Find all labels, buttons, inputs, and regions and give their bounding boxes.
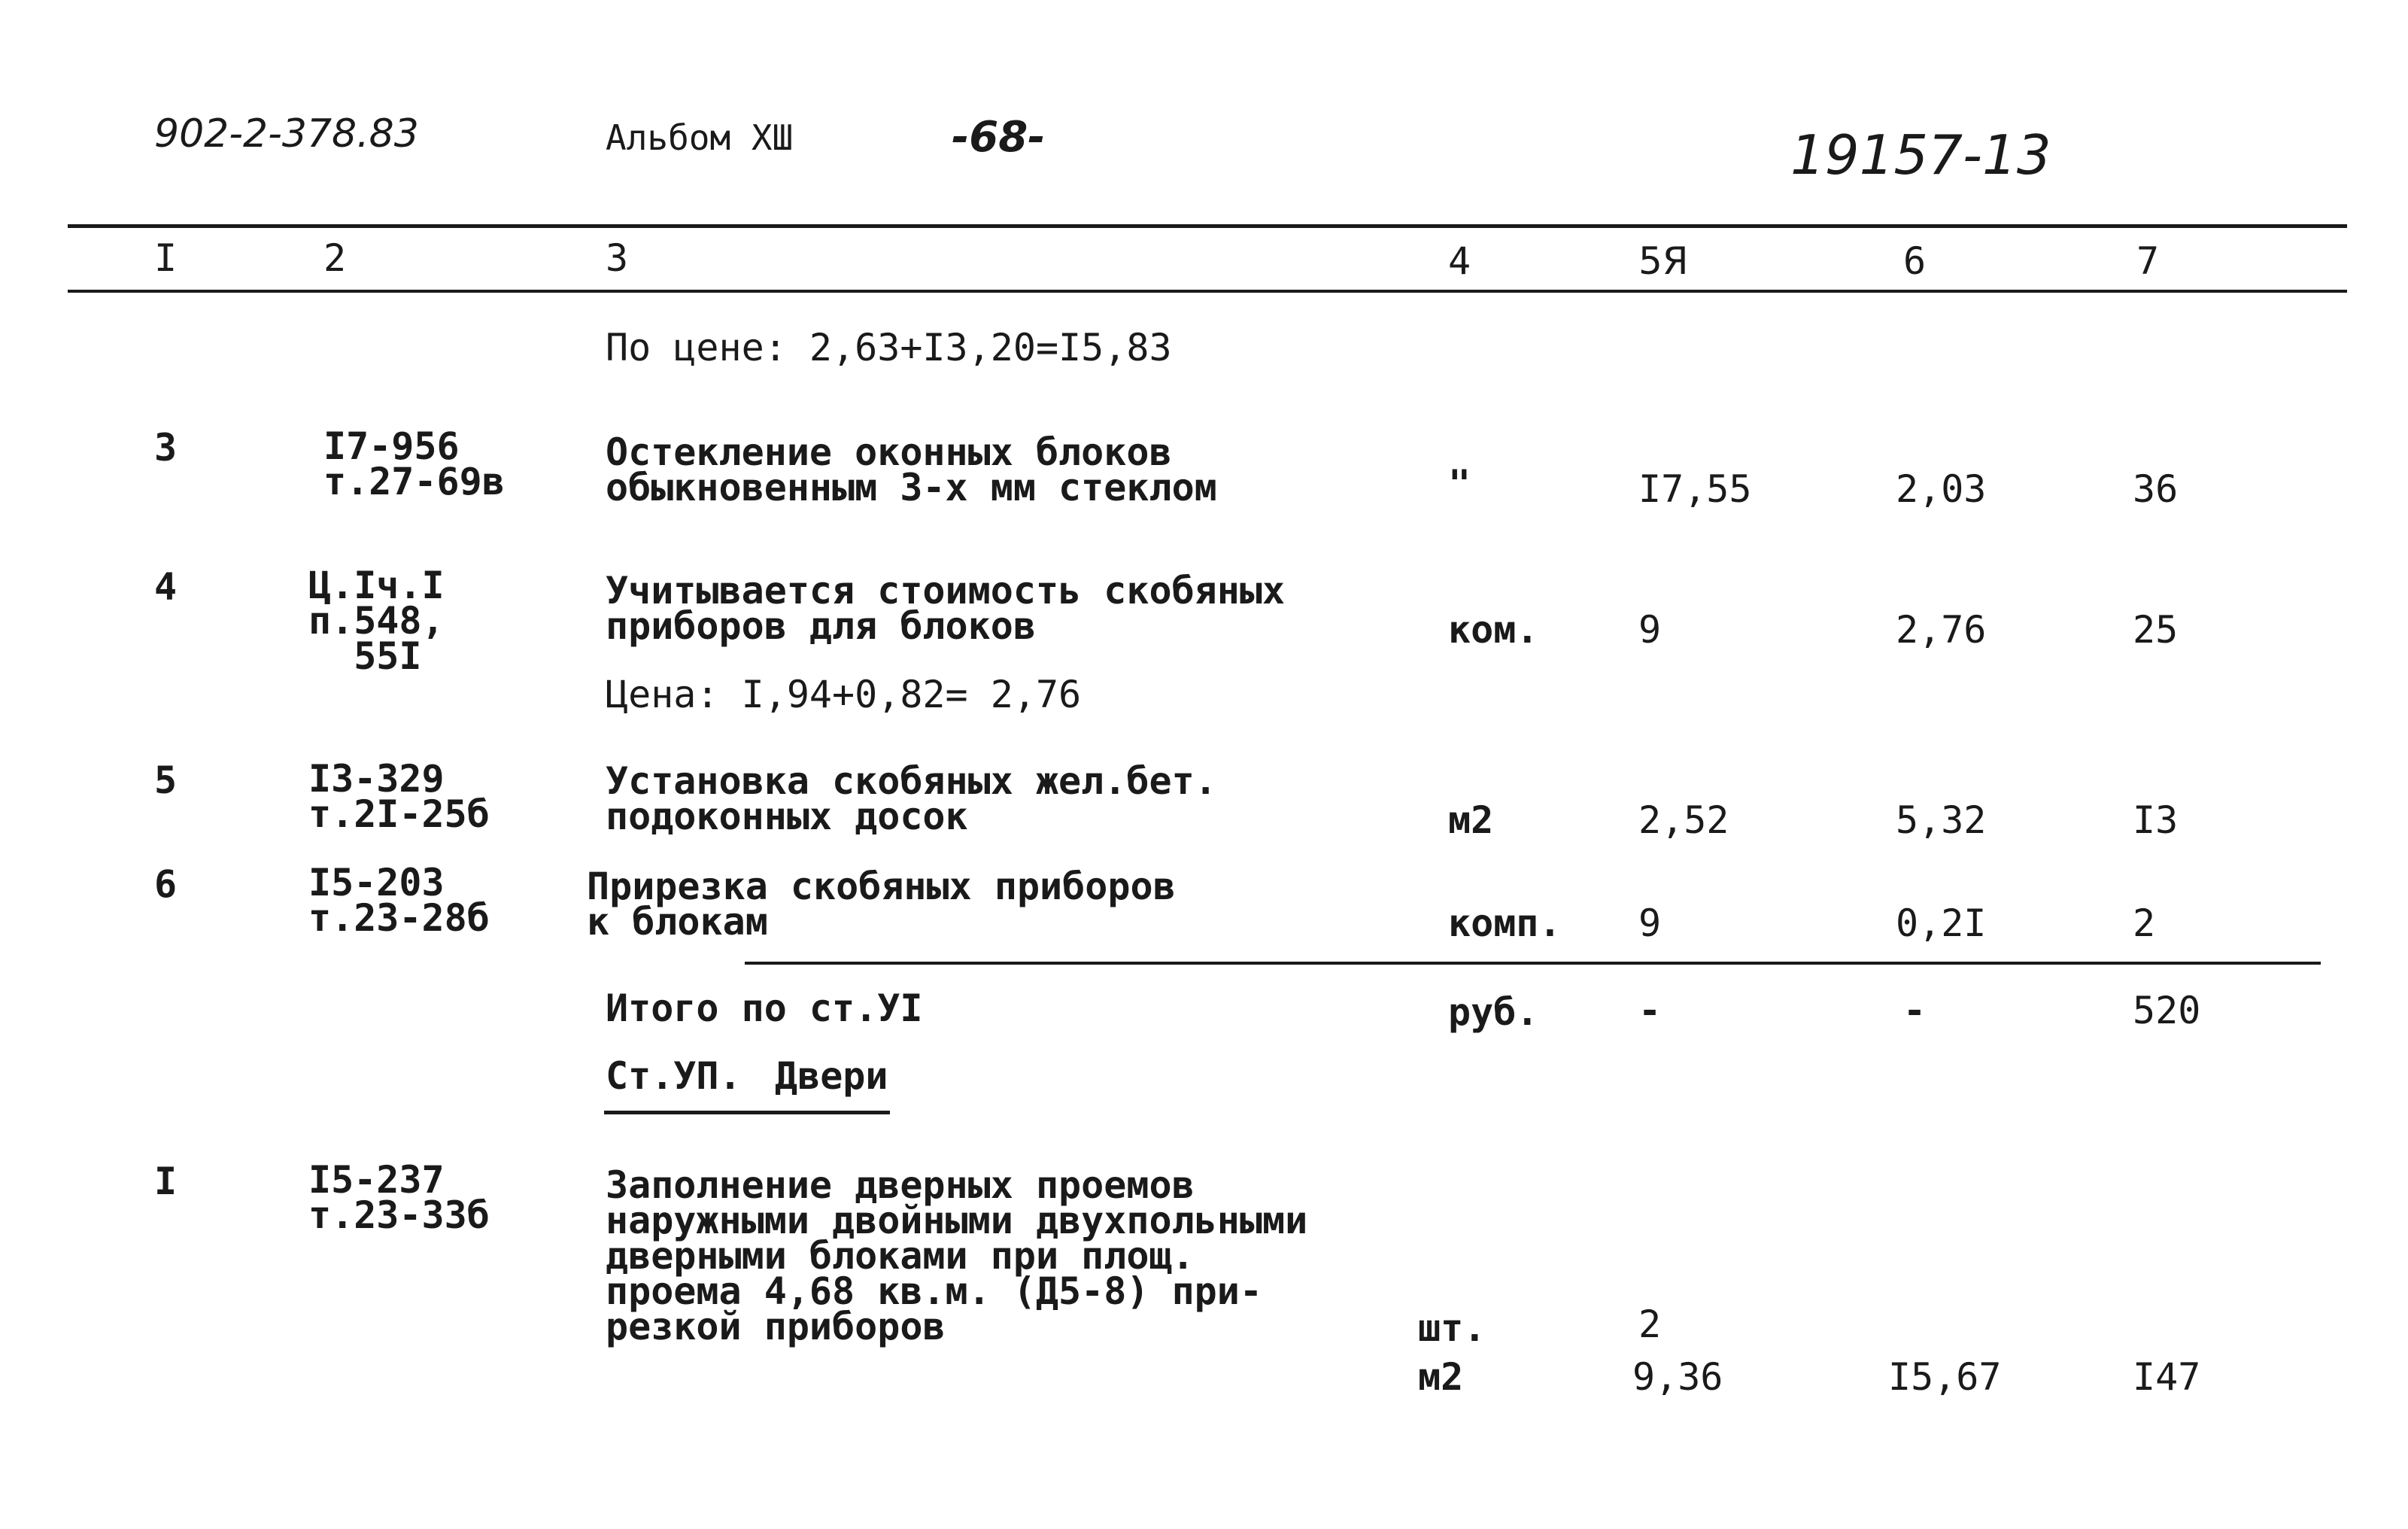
- row-total: 25: [2133, 608, 2179, 652]
- section-underline: [604, 1111, 890, 1114]
- subtotal-price: -: [1903, 989, 1927, 1032]
- row-code: I3-329 т.2I-25б: [308, 757, 490, 836]
- row-number: I: [154, 1160, 178, 1203]
- row-number: 5: [154, 758, 178, 802]
- row-description: Учитывается стоимость скобяных приборов для блоков: [606, 569, 1286, 648]
- row-price: 0,2I: [1896, 901, 1987, 945]
- column-header-6: 6: [1903, 239, 1927, 283]
- row-unit: шт.: [1418, 1306, 1486, 1350]
- row-code: I5-203 т.23-28б: [308, 861, 490, 940]
- doc-code: 902-2-378.83: [154, 111, 419, 157]
- row-description: Остекление оконных блоков обыкновенным 3-х мм стеклом: [606, 430, 1217, 509]
- subtotal-unit: руб.: [1448, 990, 1539, 1034]
- row-quantity: I7,55: [1638, 467, 1752, 511]
- album-label: Альбом ХШ: [606, 117, 794, 158]
- row-number: 6: [154, 862, 178, 906]
- header-bottom-rule: [68, 290, 2347, 293]
- row-code: I5-237 т.23-33б: [308, 1158, 490, 1237]
- price-note: По цене: 2,63+I3,20=I5,83: [606, 326, 1172, 369]
- row-unit: м2: [1448, 798, 1494, 842]
- archive-number: 19157-13: [1790, 123, 2051, 187]
- section-prefix: Ст.УП.: [606, 1054, 742, 1098]
- row-unit-area: м2: [1418, 1355, 1464, 1399]
- row-number: 4: [154, 565, 178, 609]
- row-code: Ц.Iч.I п.548, 55I: [308, 564, 445, 678]
- column-header-5: 5Я: [1638, 239, 1689, 283]
- row-quantity: 2,52: [1638, 798, 1729, 842]
- row-price: 2,03: [1896, 467, 1987, 511]
- column-header-1: I: [154, 236, 178, 280]
- row-price: 2,76: [1896, 608, 1987, 652]
- row-price: 5,32: [1896, 798, 1987, 842]
- row-total: I47: [2133, 1355, 2201, 1399]
- row-unit: комп.: [1448, 901, 1562, 945]
- row-total: I3: [2133, 798, 2179, 842]
- subtotal-label: Итого по ст.УI: [606, 986, 923, 1030]
- row-price: I5,67: [1888, 1355, 2002, 1399]
- section-title: Двери: [775, 1054, 888, 1098]
- row-description: Установка скобяных жел.бет. подоконных досок: [606, 759, 1217, 838]
- subtotal-quantity: -: [1638, 989, 1662, 1032]
- row-description: Заполнение дверных проемов наружными двойными двухпольными дверными блоками при площ. проема 4,68 кв.м. (Д5-8) при- резкой приборов: [606, 1163, 1308, 1348]
- column-header-4: 4: [1448, 239, 1471, 283]
- row-unit: ": [1448, 462, 1471, 506]
- row-unit: ком.: [1448, 608, 1539, 652]
- row-total: 36: [2133, 467, 2179, 511]
- row-description: Прирезка скобяных приборов к блокам: [587, 865, 1176, 944]
- row-price-note: Цена: I,94+0,82= 2,76: [606, 673, 1082, 716]
- row-quantity: 9: [1638, 608, 1662, 652]
- table-top-rule: [68, 224, 2347, 228]
- column-header-7: 7: [2136, 239, 2160, 283]
- column-header-3: 3: [606, 236, 629, 280]
- subtotal-total: 520: [2133, 989, 2201, 1032]
- page-number: -68-: [952, 113, 1046, 162]
- row-number: 3: [154, 426, 178, 470]
- column-header-2: 2: [323, 236, 347, 280]
- row-quantity: 2: [1638, 1303, 1662, 1346]
- row-code: I7-956 т.27-69в: [323, 424, 505, 503]
- subtotal-rule: [745, 962, 2321, 965]
- row-total: 2: [2133, 901, 2156, 945]
- row-quantity-area: 9,36: [1632, 1355, 1723, 1399]
- row-quantity: 9: [1638, 901, 1662, 945]
